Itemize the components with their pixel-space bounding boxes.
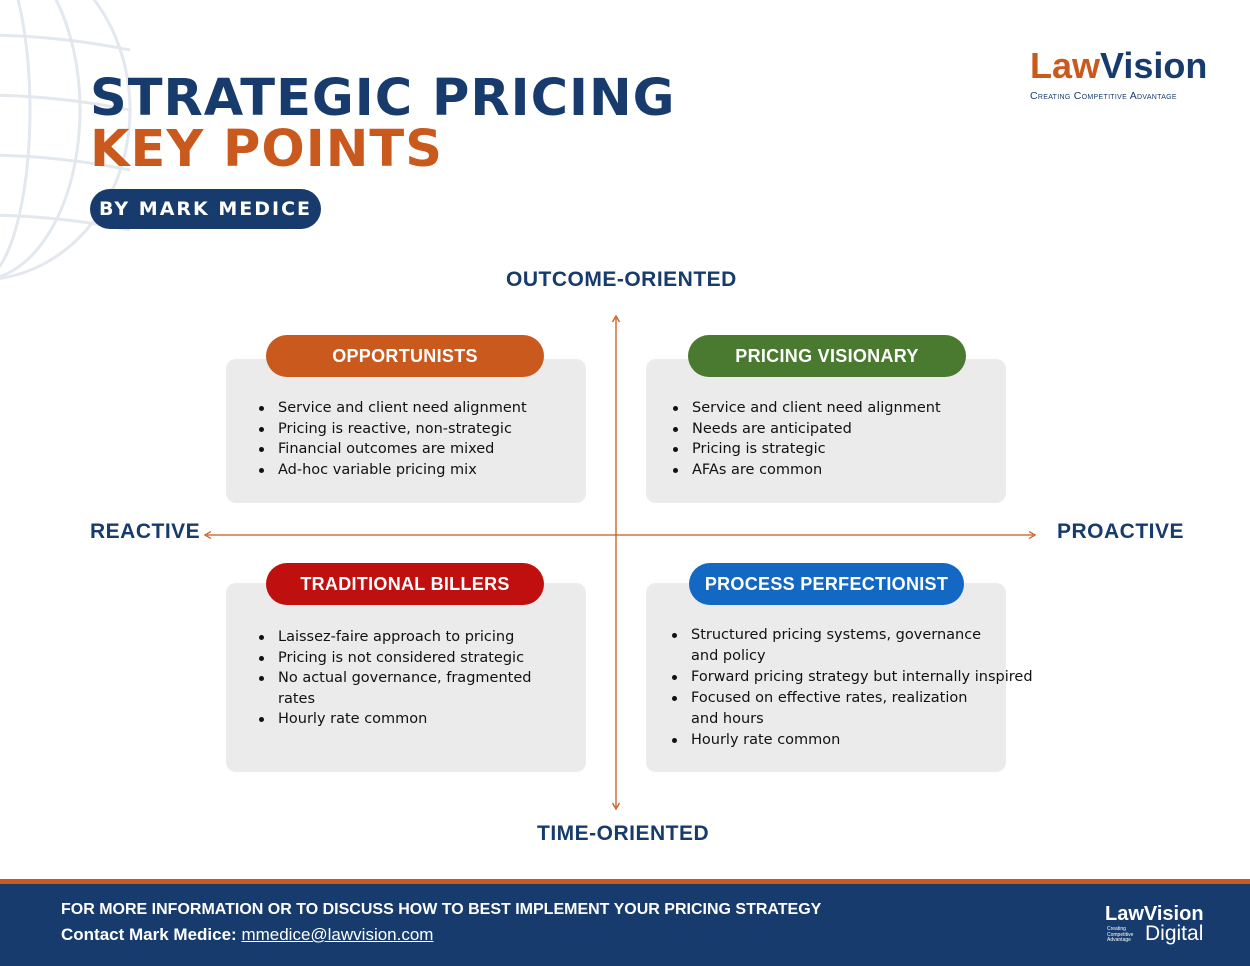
quadrant-title-traditional-billers: TRADITIONAL BILLERS — [266, 563, 544, 605]
axis-label-top: OUTCOME-ORIENTED — [506, 268, 737, 291]
footer-cta: FOR MORE INFORMATION OR TO DISCUSS HOW TO BEST IMPLEMENT YOUR PRICING STRATEGY — [61, 901, 822, 918]
quadrant-opportunists-list — [226, 359, 586, 480]
axis-label-right: PROACTIVE — [1057, 520, 1185, 543]
logo-word-vision: Vision — [1100, 45, 1208, 86]
list-item: Pricing is not considered strategic — [278, 648, 586, 669]
logo-word-law: Law — [1030, 45, 1101, 86]
footer-logo-word: LawVision — [1105, 903, 1204, 925]
list-item: Forward pricing strategy but internally inspired — [691, 667, 1002, 688]
quadrant-process-perfectionist — [646, 583, 1033, 772]
author-badge: BY MARK MEDICE — [90, 189, 321, 229]
lawvision-digital-logo — [1105, 903, 1204, 945]
quadrant-pricing-visionary — [646, 359, 1006, 503]
page-subtitle: KEY POINTS — [90, 120, 443, 179]
axis-label-bottom: TIME-ORIENTED — [537, 822, 710, 845]
quadrant-title-pricing-visionary: PRICING VISIONARY — [688, 335, 966, 377]
list-item: AFAs are common — [692, 460, 1006, 481]
list-item: Structured pricing systems, governance and policy — [691, 625, 991, 667]
contact-email-link[interactable]: mmedice@lawvision.com — [241, 925, 434, 944]
list-item: Financial outcomes are mixed — [278, 439, 586, 460]
footer-logo-tagline: Creating Competitive Advantage — [1107, 926, 1134, 943]
list-item: Service and client need alignment — [278, 398, 586, 419]
contact-label: Contact Mark Medice: — [61, 925, 237, 944]
list-item: Pricing is reactive, non-strategic — [278, 419, 586, 440]
list-item: Hourly rate common — [278, 709, 586, 730]
list-item: Needs are anticipated — [692, 419, 1006, 440]
axis-label-left: REACTIVE — [90, 520, 201, 543]
list-item: Focused on effective rates, realization and hours — [691, 688, 991, 730]
list-item: Laissez-faire approach to pricing — [278, 627, 586, 648]
footer-contact — [61, 925, 433, 945]
page-title: STRATEGIC PRICING — [90, 69, 676, 128]
list-item: Service and client need alignment — [692, 398, 1006, 419]
quadrant-title-opportunists: OPPORTUNISTS — [266, 335, 544, 377]
quadrant-traditional-billers — [226, 583, 586, 772]
list-item: Ad-hoc variable pricing mix — [278, 460, 586, 481]
list-item: Pricing is strategic — [692, 439, 1006, 460]
quadrant-process-perfectionist-list — [646, 583, 1033, 751]
footer-logo-sub: Digital — [1145, 922, 1204, 945]
quadrant-pricing-visionary-list — [646, 359, 1006, 480]
quadrant-opportunists — [226, 359, 586, 503]
logo-tagline: Creating Competitive Advantage — [1030, 90, 1177, 102]
quadrant-title-process-perfectionist: PROCESS PERFECTIONIST — [689, 563, 964, 605]
list-item: No actual governance, fragmented rates — [278, 668, 540, 709]
list-item: Hourly rate common — [691, 730, 1002, 751]
footer — [0, 884, 1250, 966]
